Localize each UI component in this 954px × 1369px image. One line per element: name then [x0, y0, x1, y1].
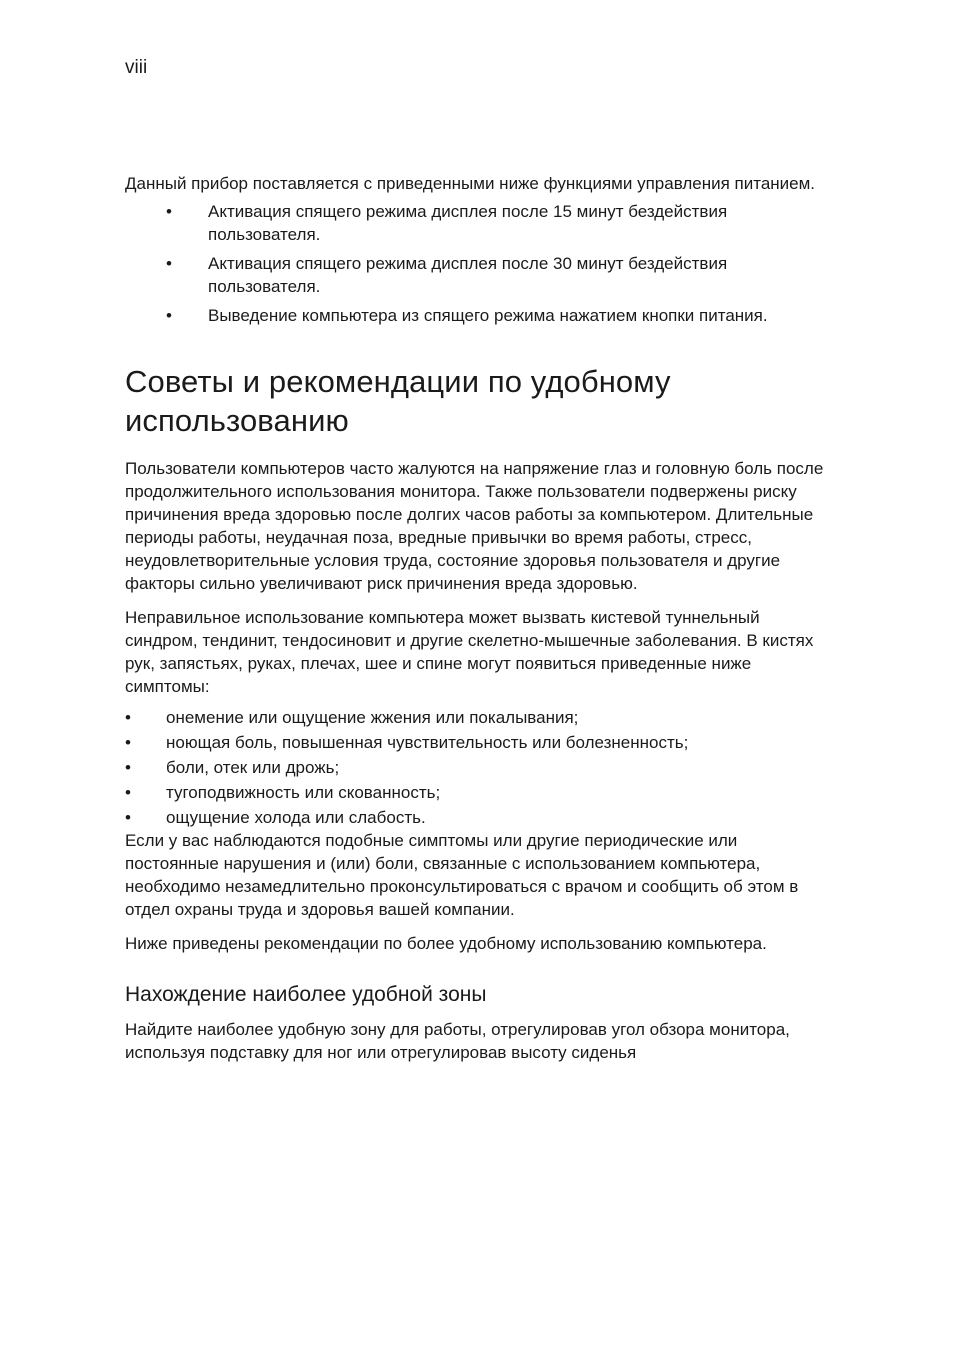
body-paragraph: Неправильное использование компьютера может вызвать кистевой туннельный синдром, тендинит, тендосиновит и другие скелетно-мышечные заболевания. В кистях рук, запястьях, руках, плечах, шее и спине могут появиться приведенные ниже симптомы:	[125, 608, 814, 696]
bullet-icon: •	[166, 202, 172, 221]
list-item-text: Активация спящего режима дисплея после 15 минут бездействия пользователя.	[208, 202, 728, 244]
list-item-text: Выведение компьютера из спящего режима нажатием кнопки питания.	[208, 306, 768, 325]
body-paragraph: Пользователи компьютеров часто жалуются на напряжение глаз и головную боль после продолжительного использования монитора. Также пользователи подвержены риску причинения вреда здоровью после долгих часов работы за компьютером. Длительные периоды работы, неудачная поза, вредные привычки во время работы, стресс, неудовлетворительные условия труда, состояние здоровья пользователя и другие факторы сильно увеличивают риск причинения вреда здоровью.	[125, 459, 824, 593]
list-item	[125, 200, 825, 246]
list-item	[125, 304, 825, 327]
page-content	[125, 172, 825, 1064]
bullet-icon: •	[166, 254, 172, 273]
section-heading: Советы и рекомендации по удобному использованию	[125, 364, 671, 438]
bullet-icon: •	[125, 758, 131, 777]
list-item-text: ощущение холода или слабость.	[166, 808, 426, 827]
power-features-list	[125, 200, 825, 327]
list-item-text: ноющая боль, повышенная чувствительность или болезненность;	[166, 733, 689, 752]
bullet-icon: •	[125, 783, 131, 802]
list-item	[125, 781, 825, 804]
page-number: viii	[125, 57, 148, 78]
symptoms-list	[125, 706, 825, 829]
bullet-icon: •	[125, 808, 131, 827]
list-item	[125, 731, 825, 754]
list-item-text: Активация спящего режима дисплея после 30 минут бездействия пользователя.	[208, 254, 728, 296]
intro-paragraph: Данный прибор поставляется с приведенными ниже функциями управления питанием.	[125, 174, 816, 193]
bullet-icon: •	[125, 733, 131, 752]
list-item	[125, 756, 825, 779]
list-item	[125, 806, 825, 829]
list-item	[125, 252, 825, 298]
body-paragraph: Ниже приведены рекомендации по более удобному использованию компьютера.	[125, 934, 767, 953]
list-item-text: онемение или ощущение жжения или покалывания;	[166, 708, 579, 727]
subsection-heading: Нахождение наиболее удобной зоны	[125, 983, 487, 1006]
list-item	[125, 706, 825, 729]
list-item-text: тугоподвижность или скованность;	[166, 783, 441, 802]
bullet-icon: •	[166, 306, 172, 325]
body-paragraph: Найдите наиболее удобную зону для работы, отрегулировав угол обзора монитора, используя подставку для ног или отрегулировав высоту сиденья	[125, 1020, 790, 1062]
bullet-icon: •	[125, 708, 131, 727]
list-item-text: боли, отек или дрожь;	[166, 758, 340, 777]
body-paragraph: Если у вас наблюдаются подобные симптомы или другие периодические или постоянные нарушения и (или) боли, связанные с использованием компьютера, необходимо незамедлительно проконсультироваться с врачом и сообщить об этом в отдел охраны труда и здоровья вашей компании.	[125, 831, 799, 919]
